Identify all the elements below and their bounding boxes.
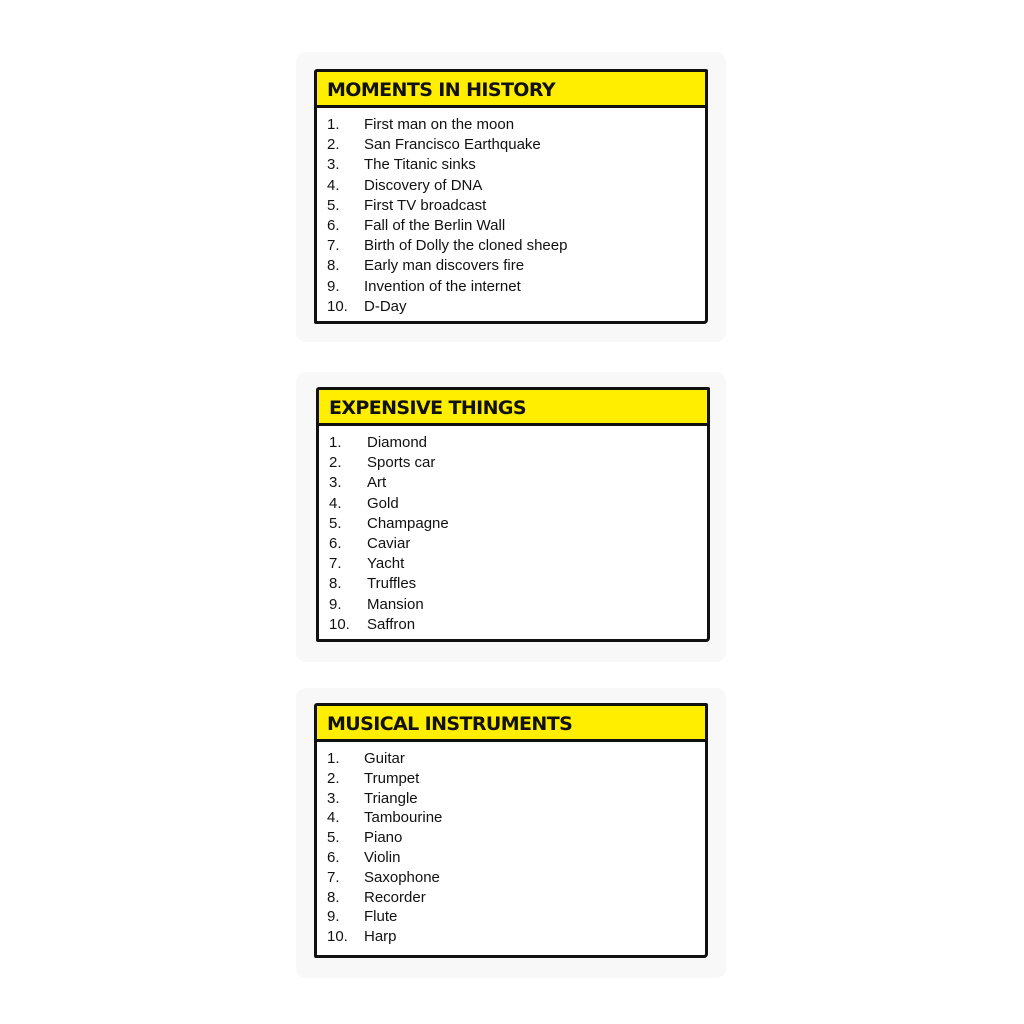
- list-item: [327, 297, 705, 317]
- item-number: 1.: [327, 750, 340, 767]
- item-text: Sports car: [367, 454, 436, 472]
- item-number: 8.: [327, 888, 340, 906]
- item-number: 8.: [329, 575, 342, 593]
- item-number: 7.: [327, 237, 340, 255]
- list-item: [327, 808, 705, 828]
- item-number: 3.: [327, 789, 340, 807]
- item-text: Truffles: [367, 575, 417, 593]
- item-text: Diamond: [367, 434, 428, 451]
- item-number: 9.: [329, 595, 342, 613]
- card-title-bar: [317, 72, 705, 108]
- list-item: [327, 216, 705, 236]
- item-list: [317, 108, 705, 317]
- item-number: 10.: [327, 297, 348, 315]
- list-item: [329, 514, 707, 534]
- item-text: Champagne: [367, 514, 449, 532]
- item-list: [319, 426, 707, 635]
- list-item: [327, 828, 705, 848]
- list-item: [327, 155, 705, 175]
- list-item: [327, 749, 705, 769]
- card-title-bar: [319, 390, 707, 426]
- card-musical-instruments: [296, 688, 726, 978]
- list-item: [329, 453, 707, 473]
- item-text: First TV broadcast: [364, 196, 487, 214]
- item-number: 1.: [327, 116, 340, 133]
- list-item: [329, 615, 707, 635]
- item-number: 5.: [329, 514, 342, 532]
- list-item: [327, 927, 705, 947]
- item-text: Harp: [364, 928, 397, 946]
- item-number: 8.: [327, 257, 340, 275]
- item-number: 2.: [327, 136, 340, 154]
- list-item: [329, 473, 707, 493]
- item-number: 6.: [327, 216, 340, 234]
- item-text: Art: [367, 474, 387, 492]
- list-item: [329, 433, 707, 453]
- card-frame: [314, 703, 708, 958]
- item-number: 3.: [329, 474, 342, 492]
- item-number: 2.: [329, 454, 342, 472]
- item-number: 7.: [329, 555, 342, 573]
- list-item: [327, 236, 705, 256]
- item-number: 4.: [329, 494, 342, 512]
- item-text: Invention of the internet: [364, 277, 521, 295]
- list-item: [327, 789, 705, 809]
- item-number: 4.: [327, 176, 340, 194]
- item-text: D-Day: [364, 297, 407, 315]
- item-number: 1.: [329, 434, 342, 451]
- item-text: Yacht: [367, 555, 405, 573]
- item-number: 9.: [327, 908, 340, 926]
- list-item: [327, 769, 705, 789]
- item-number: 6.: [327, 848, 340, 866]
- item-number: 7.: [327, 868, 340, 886]
- card-title: MOMENTS IN HISTORY: [327, 79, 556, 101]
- item-text: Discovery of DNA: [364, 176, 483, 194]
- card-frame: [314, 69, 708, 324]
- item-text: Guitar: [364, 750, 405, 767]
- list-item: [327, 135, 705, 155]
- card-title-bar: [317, 706, 705, 742]
- item-text: Saffron: [367, 615, 416, 633]
- card-frame: [316, 387, 710, 642]
- card-expensive-things: [296, 372, 726, 662]
- item-number: 9.: [327, 277, 340, 295]
- item-text: Early man discovers fire: [364, 257, 525, 275]
- list-item: [329, 554, 707, 574]
- list-item: [327, 848, 705, 868]
- list-item: [327, 196, 705, 216]
- item-number: 10.: [327, 928, 348, 946]
- item-text: Mansion: [367, 595, 424, 613]
- item-number: 3.: [327, 156, 340, 174]
- item-text: Gold: [367, 494, 399, 512]
- item-number: 4.: [327, 809, 340, 827]
- item-text: The Titanic sinks: [364, 156, 476, 174]
- item-text: Trumpet: [364, 769, 420, 787]
- card-moments-in-history: [296, 52, 726, 342]
- list-item: [329, 595, 707, 615]
- item-text: Piano: [364, 829, 403, 847]
- item-text: First man on the moon: [364, 116, 515, 133]
- item-text: Triangle: [364, 789, 418, 807]
- list-item: [327, 888, 705, 908]
- list-item: [327, 176, 705, 196]
- item-text: Flute: [364, 908, 398, 926]
- item-text: Birth of Dolly the cloned sheep: [364, 237, 568, 255]
- list-item: [327, 115, 705, 135]
- item-number: 5.: [327, 196, 340, 214]
- item-number: 5.: [327, 829, 340, 847]
- item-number: 6.: [329, 534, 342, 552]
- list-item: [327, 277, 705, 297]
- list-item: [329, 534, 707, 554]
- item-text: Tambourine: [364, 809, 443, 827]
- list-item: [327, 868, 705, 888]
- list-item: [327, 907, 705, 927]
- item-text: Recorder: [364, 888, 426, 906]
- item-list: [317, 742, 705, 947]
- item-text: Saxophone: [364, 868, 440, 886]
- item-text: Violin: [364, 848, 401, 866]
- list-item: [327, 256, 705, 276]
- item-text: Fall of the Berlin Wall: [364, 216, 506, 234]
- item-text: Caviar: [367, 534, 411, 552]
- item-text: San Francisco Earthquake: [364, 136, 541, 154]
- list-item: [329, 494, 707, 514]
- item-number: 10.: [329, 615, 350, 633]
- list-item: [329, 574, 707, 594]
- card-title: EXPENSIVE THINGS: [329, 397, 526, 419]
- card-title: MUSICAL INSTRUMENTS: [327, 713, 573, 735]
- item-number: 2.: [327, 769, 340, 787]
